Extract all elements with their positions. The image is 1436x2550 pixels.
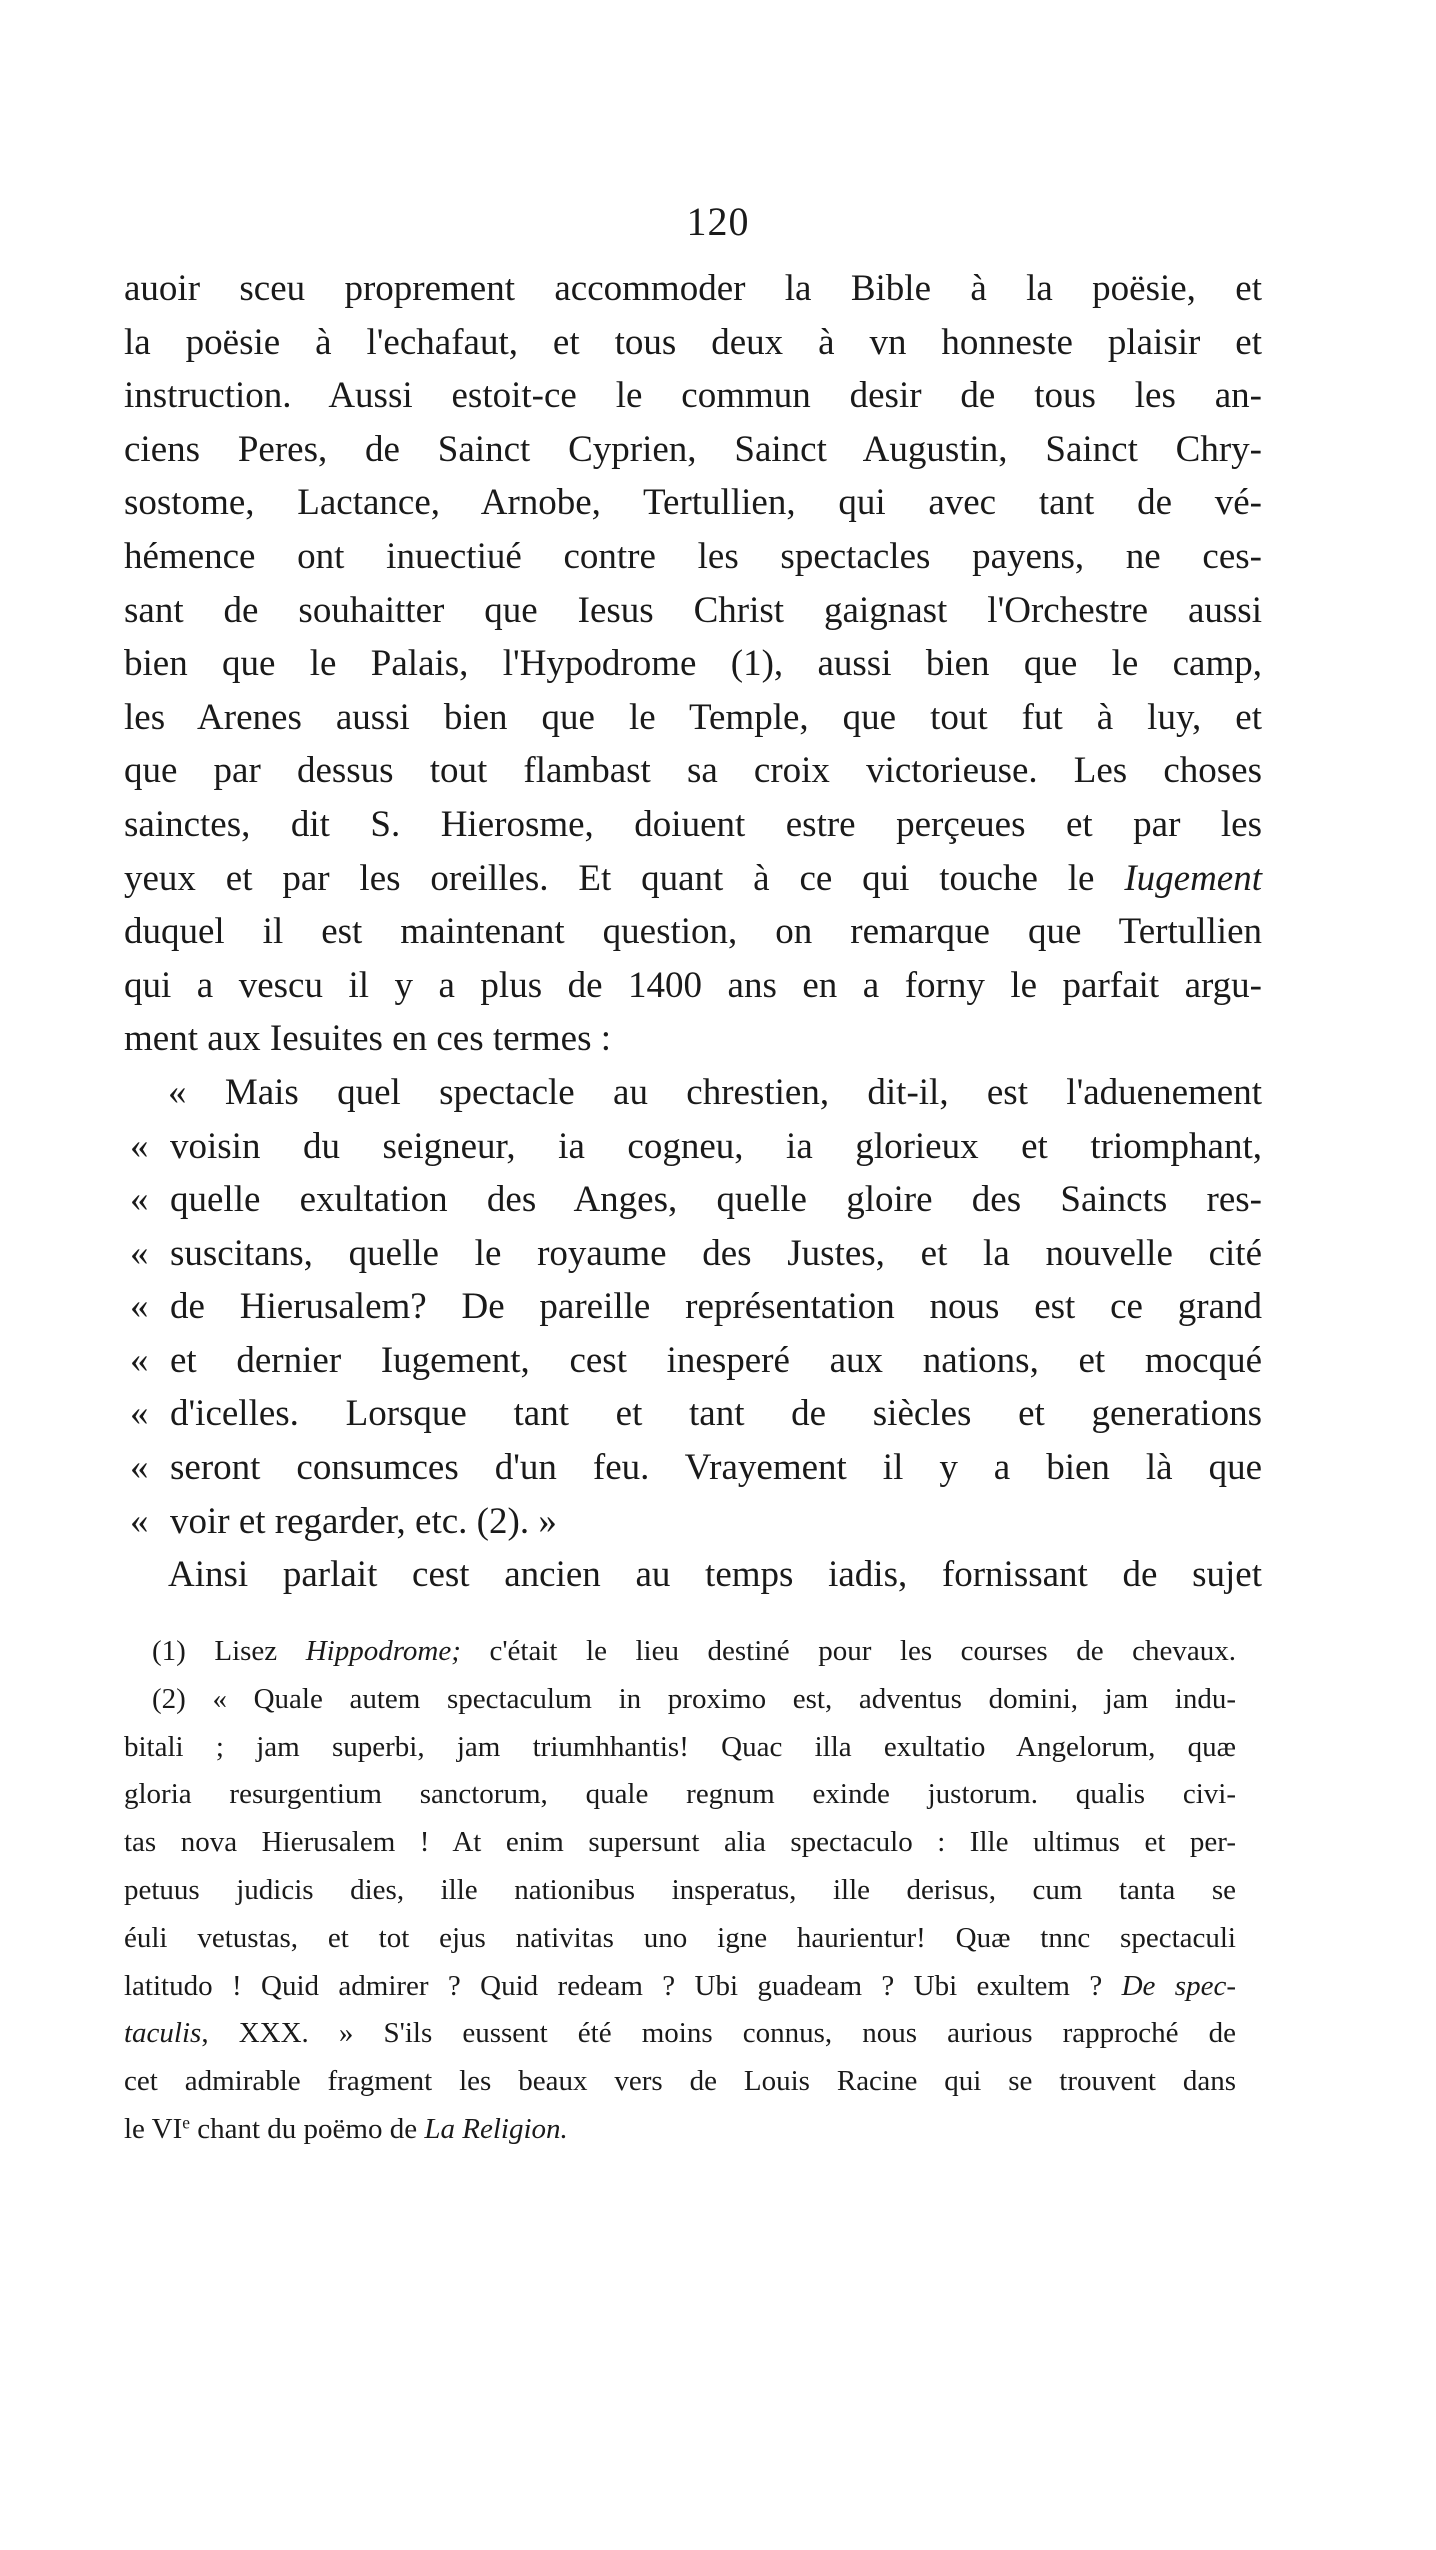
quote-text: suscitans, quelle le royaume des Justes, et la nouvelle cité xyxy=(170,1232,1262,1274)
footnote-italic: De spec- xyxy=(1121,1969,1236,2002)
body-line: la poësie à l'echafaut, et tous deux à vn honneste plaisir et xyxy=(124,321,1262,363)
body-line: duquel il est maintenant question, on remarque que Tertullien xyxy=(124,911,1262,953)
quote-text: et dernier Iugement, cest inesperé aux nations, et mocqué xyxy=(170,1339,1262,1381)
footnote-2-line xyxy=(124,1963,1236,2011)
footnote-text: c'était le lieu destiné pour les courses de chevaux. xyxy=(460,1635,1236,1667)
body-line: auoir sceu proprement accommoder la Bible à la poësie, et xyxy=(124,268,1262,309)
quote-text: quelle exultation des Anges, quelle gloire des Saincts res- xyxy=(170,1179,1262,1221)
quote-mark: « xyxy=(130,1179,149,1221)
body-text: yeux et par les oreilles. Et quant à ce qui touche le xyxy=(124,857,1125,899)
body-line: sostome, Lactance, Arnobe, Tertullien, qui avec tant de vé- xyxy=(124,482,1262,524)
footnote-2-line: bitali ; jam superbi, jam triumhhantis! Quac illa exultatio Angelorum, quæ xyxy=(124,1730,1236,1763)
quote-text: voisin du seigneur, ia cogneu, ia glorieux et triomphant, xyxy=(170,1125,1262,1167)
quote-line xyxy=(124,1120,1262,1174)
body-line: bien que le Palais, l'Hypodrome (1), aussi bien que le camp, xyxy=(124,643,1262,685)
footnote-text: chant du poëmo de xyxy=(190,2112,425,2145)
quote-line xyxy=(124,1173,1262,1227)
quote-mark: « xyxy=(130,1232,149,1274)
quote-mark: « xyxy=(130,1339,149,1381)
quote-text: voir et regarder, etc. (2). » xyxy=(170,1500,557,1542)
footnote-italic: Hippodrome; xyxy=(305,1635,461,1667)
quote-line xyxy=(124,1227,1262,1281)
body-line: que par dessus tout flambast sa croix victorieuse. Les choses xyxy=(124,750,1262,792)
quote-text: de Hierusalem? De pareille représentation nous est ce grand xyxy=(170,1286,1262,1328)
quote-text: seront consumces d'un feu. Vrayement il y a bien là que xyxy=(170,1447,1262,1489)
main-text xyxy=(124,262,1262,1602)
footnote-2-line xyxy=(124,2106,1236,2154)
footnote-2-line: éuli vetustas, et tot ejus nativitas uno igne haurientur! Quæ tnnc spectaculi xyxy=(124,1921,1236,1954)
quote-line xyxy=(124,1441,1262,1495)
footnote-1 xyxy=(124,1628,1236,1676)
footnote-italic: La Religion. xyxy=(424,2112,568,2145)
quote-mark: « xyxy=(130,1125,149,1167)
body-line-with-italic xyxy=(124,852,1262,906)
footnote-text: le VI xyxy=(124,2112,183,2145)
footnote-text: , XXX. » S'ils eussent été moins connus, nous aurious rapproché de xyxy=(201,2017,1236,2050)
footnote-2-line: (2) « Quale autem spectaculum in proximo est, adventus domini, jam indu- xyxy=(152,1682,1236,1715)
body-line: ciens Peres, de Sainct Cyprien, Sainct Augustin, Sainct Chry- xyxy=(124,428,1262,470)
footnote-2-line: cet admirable fragment les beaux vers de Louis Racine qui se trouvent dans xyxy=(124,2065,1236,2098)
footnote-text: (1) Lisez xyxy=(152,1635,306,1667)
footnote-italic: taculis xyxy=(124,2017,202,2050)
body-line: sant de souhaitter que Iesus Christ gaignast l'Orchestre aussi xyxy=(124,589,1262,631)
quote-mark: « xyxy=(130,1393,149,1435)
footnote-text: latitudo ! Quid admirer ? Quid redeam ? Ubi guadeam ? Ubi exultem ? xyxy=(124,1969,1122,2002)
footnote-2-line: tas nova Hierusalem ! At enim supersunt alia spectaculo : Ille ultimus et per- xyxy=(124,1826,1236,1859)
quote-mark: « xyxy=(130,1447,149,1489)
quote-line xyxy=(124,1495,1262,1549)
quote-mark: « xyxy=(130,1500,149,1542)
footnote-2-line xyxy=(124,2010,1236,2058)
quote-line xyxy=(124,1387,1262,1441)
body-line: instruction. Aussi estoit-ce le commun desir de tous les an- xyxy=(124,375,1262,417)
closing-line: Ainsi parlait cest ancien au temps iadis, fornissant de sujet xyxy=(168,1554,1262,1596)
quote-text: d'icelles. Lorsque tant et tant de siècles et generations xyxy=(170,1393,1262,1435)
quote-mark: « xyxy=(130,1286,149,1328)
body-line: les Arenes aussi bien que le Temple, que tout fut à luy, et xyxy=(124,696,1262,738)
footnote-2-line: petuus judicis dies, ille nationibus insperatus, ille derisus, cum tanta se xyxy=(124,1873,1236,1906)
page-number: 120 xyxy=(686,199,750,244)
body-line: sainctes, dit S. Hierosme, doiuent estre perçeues et par les xyxy=(124,803,1262,845)
quote-line: « Mais quel spectacle au chrestien, dit-il, est l'aduenement xyxy=(168,1071,1262,1113)
body-line: ment aux Iesuites en ces termes : xyxy=(124,1018,611,1060)
italic-word: Iugement xyxy=(1124,857,1262,899)
footnote-2-line: gloria resurgentium sanctorum, quale regnum exinde justorum. qualis civi- xyxy=(124,1778,1236,1811)
footnote-superscript: e xyxy=(182,2112,190,2133)
body-line: hémence ont inuectiué contre les spectacles payens, ne ces- xyxy=(124,535,1262,577)
quote-line xyxy=(124,1280,1262,1334)
quote-line xyxy=(124,1334,1262,1388)
body-line: qui a vescu il y a plus de 1400 ans en a forny le parfait argu- xyxy=(124,964,1262,1006)
footnotes xyxy=(124,1628,1236,2154)
